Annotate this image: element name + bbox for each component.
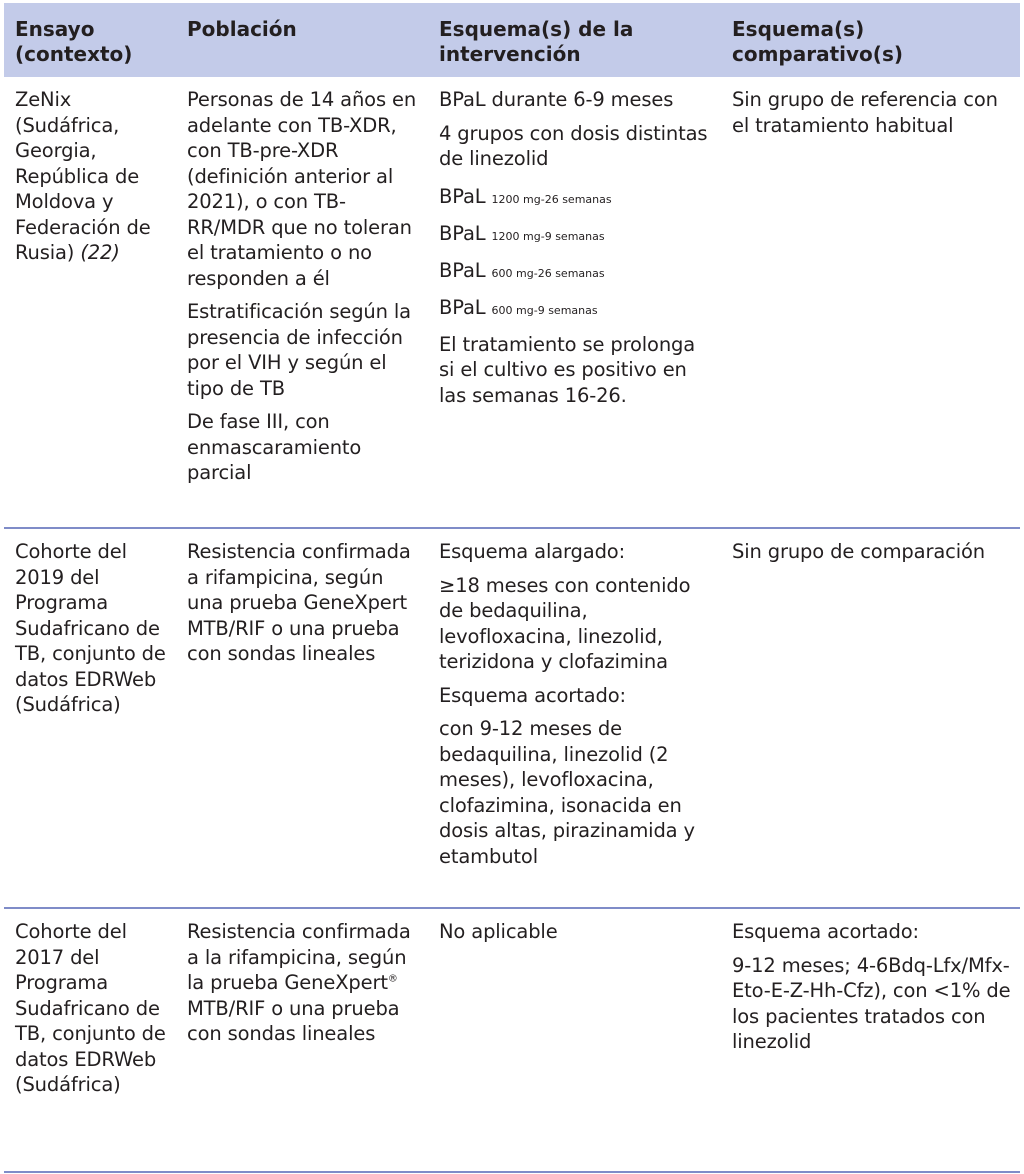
intervention-cell — [428, 77, 721, 528]
trial-cell — [4, 528, 176, 908]
population-text: De fase III, con enmascaramiento parcial — [187, 410, 362, 484]
population-text: Estratificación según la presencia de infección por el VIH y según el tipo de TB — [187, 300, 411, 400]
intervention-text: No aplicable — [439, 920, 558, 943]
header-trial: Ensayo (contexto) — [4, 3, 176, 77]
intervention-text: ≥18 meses con contenido de bedaquilina, levofloxacina, linezolid, terizidona y clofazimina — [439, 573, 691, 673]
header-population: Población — [176, 3, 428, 77]
intervention-text: con 9-12 meses de bedaquilina, linezolid (2 meses), levofloxacina, clofazimina, isonacida en dosis altas, pirazinamida y etambutol — [439, 717, 695, 868]
intervention-arm: BPaL 1200 mg-26 semanas — [439, 184, 612, 208]
comparator-cell — [721, 908, 1020, 1172]
comparator-cell — [721, 528, 1020, 908]
trial-cell — [4, 77, 176, 528]
population-text: Resistencia confirmada a rifampicina, según una prueba GeneXpert MTB/RIF o una prueba con sondas lineales — [187, 540, 411, 665]
table-row — [4, 77, 1020, 528]
intervention-arm: BPaL 1200 mg-9 semanas — [439, 221, 605, 245]
intervention-text: Esquema alargado: — [439, 540, 626, 563]
comparator-cell — [721, 77, 1020, 528]
comparator-text: Esquema acortado: — [732, 920, 919, 943]
trial-cell — [4, 908, 176, 1172]
population-cell — [176, 908, 428, 1172]
table-header-row — [4, 3, 1020, 77]
population-cell — [176, 77, 428, 528]
intervention-arm: BPaL 600 mg-26 semanas — [439, 258, 605, 282]
intervention-cell — [428, 528, 721, 908]
trial-name: Cohorte del 2019 del Programa Sudafricano de TB, conjunto de datos EDRWeb (Sudáfrica) — [15, 540, 166, 716]
population-cell — [176, 528, 428, 908]
table-row — [4, 908, 1020, 1172]
comparator-text: Sin grupo de comparación — [732, 540, 985, 563]
trial-name: Cohorte del 2017 del Programa Sudafricano de TB, conjunto de datos EDRWeb (Sudáfrica) — [15, 920, 166, 1096]
registered-mark: ® — [387, 973, 398, 985]
comparator-text: Sin grupo de referencia con el tratamiento habitual — [732, 88, 998, 137]
comparator-text: 9-12 meses; 4-6Bdq-Lfx/Mfx-Eto-E-Z-Hh-Cfz), con <1% de los pacientes tratados con linezolid — [732, 953, 1011, 1053]
population-text: Personas de 14 años en adelante con TB-XDR, con TB-pre-XDR (definición anterior al 2021), o con TB-RR/MDR que no toleran el tratamiento o no responden a él — [187, 88, 417, 290]
intervention-text: 4 grupos con dosis distintas de linezolid — [439, 121, 708, 170]
trial-reference: (22) — [80, 241, 120, 264]
population-text: Resistencia confirmada a la rifampicina, según la prueba GeneXpert® MTB/RIF o una prueba con sondas lineales — [187, 920, 411, 1045]
intervention-arm: BPaL 600 mg-9 semanas — [439, 295, 598, 319]
intervention-cell — [428, 908, 721, 1172]
intervention-text: BPaL durante 6-9 meses — [439, 88, 674, 111]
header-intervention: Esquema(s) de la intervención — [428, 3, 721, 77]
trial-name: ZeNix (Sudáfrica, Georgia, República de Moldova y Federación de Rusia) — [15, 88, 151, 264]
trials-table — [4, 3, 1020, 1173]
header-comparator: Esquema(s) comparativo(s) — [721, 3, 1020, 77]
intervention-note: El tratamiento se prolonga si el cultivo es positivo en las semanas 16-26. — [439, 332, 696, 407]
intervention-text: Esquema acortado: — [439, 683, 626, 707]
table-row — [4, 528, 1020, 908]
